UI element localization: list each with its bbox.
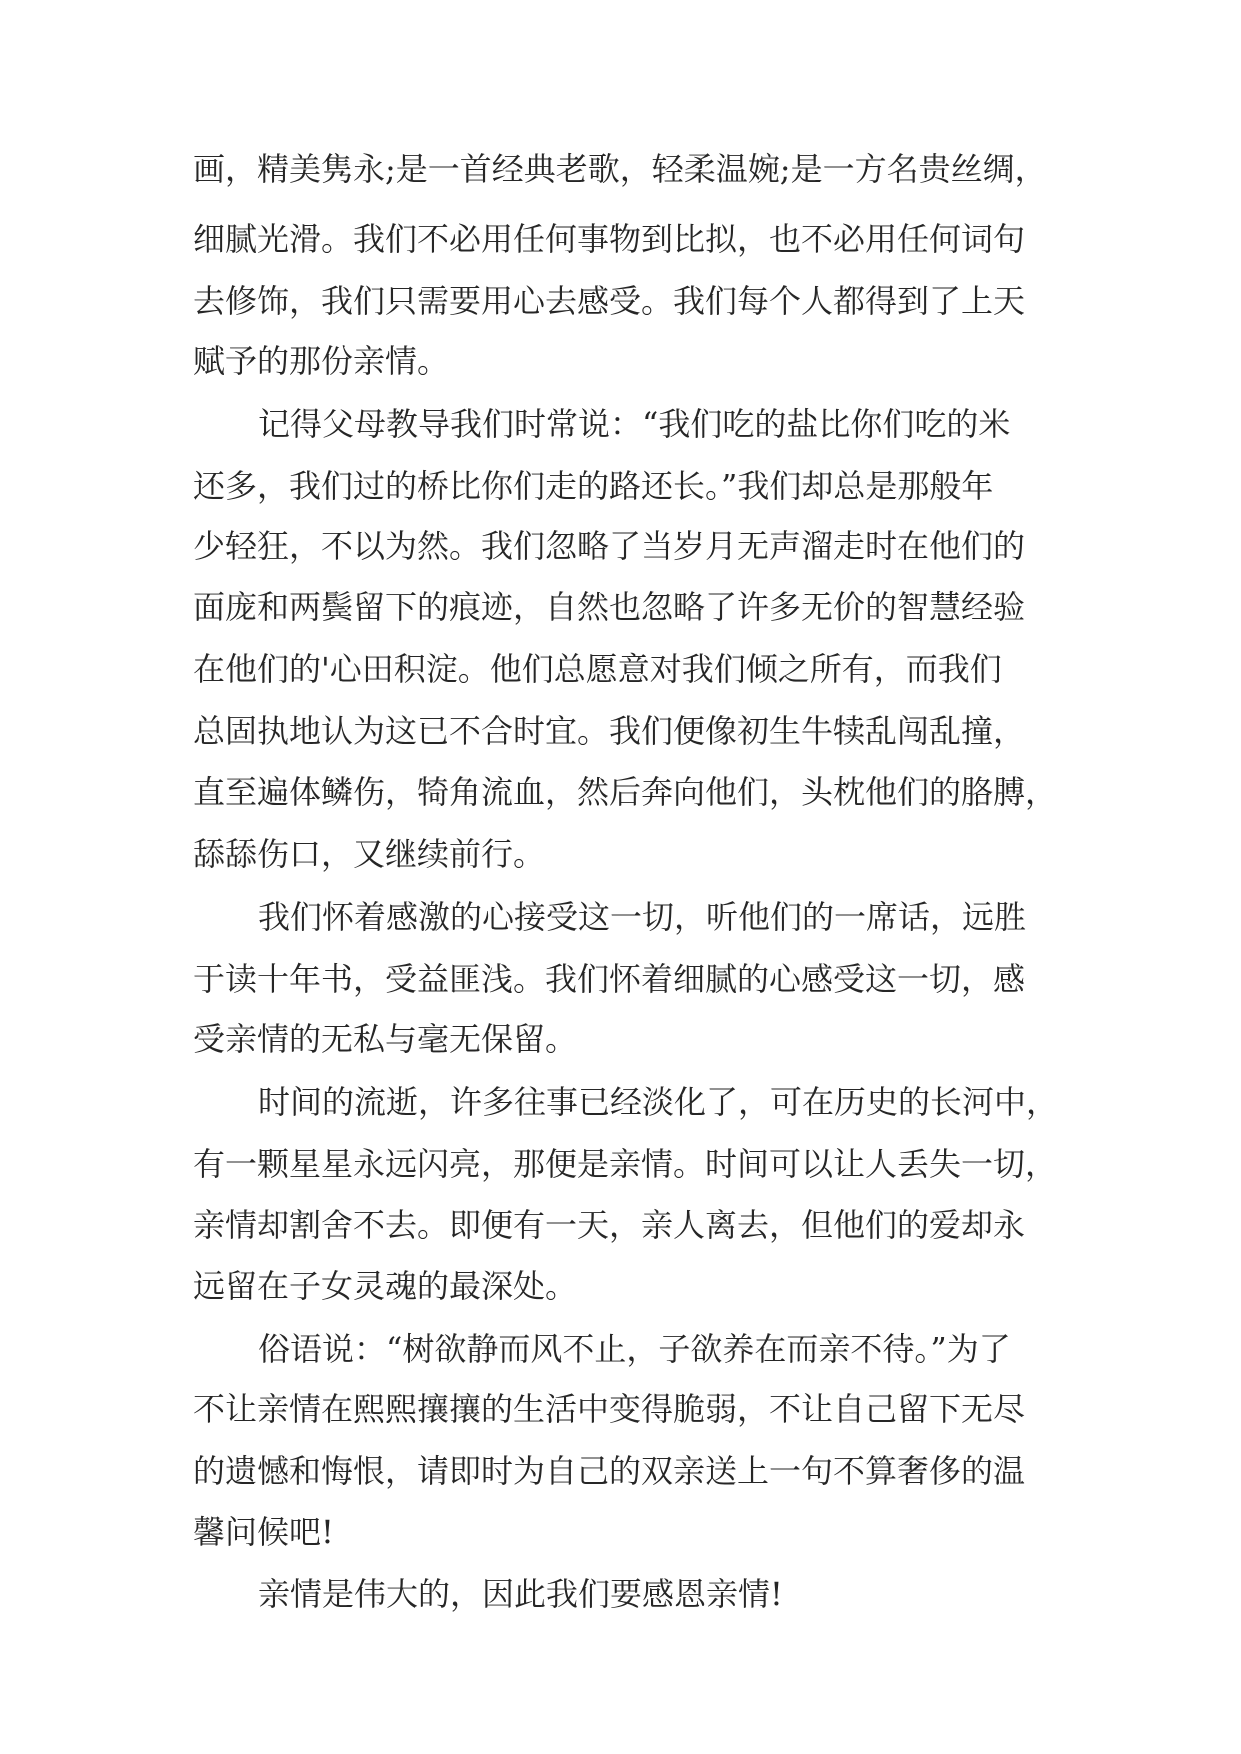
text-line: 舔舔伤口，又继续前行。: [193, 835, 546, 873]
text-line: 细腻光滑。我们不必用任何事物到比拟，也不必用任何词句: [193, 220, 1026, 258]
text-line: 我们怀着感激的心接受这一切，听他们的一席话，远胜: [258, 898, 1027, 936]
text-line: 亲情却割舍不去。即便有一天，亲人离去，但他们的爱却永: [193, 1206, 1026, 1244]
text-line: 总固执地认为这已不合时宜。我们便像初生牛犊乱闯乱撞，: [193, 712, 1026, 750]
text-line: 时间的流逝，许多往事已经淡化了，可在历史的长河中，: [258, 1083, 1059, 1121]
text-line: 面庞和两鬓留下的痕迹，自然也忽略了许多无价的智慧经验: [193, 588, 1026, 626]
text-line: 不让亲情在熙熙攘攘的生活中变得脆弱，不让自己留下无尽: [193, 1390, 1026, 1428]
text-line: 少轻狂，不以为然。我们忽略了当岁月无声溜走时在他们的: [193, 527, 1026, 565]
text-line: 于读十年书，受益匪浅。我们怀着细腻的心感受这一切，感: [193, 960, 1026, 998]
text-line: 亲情是伟大的，因此我们要感恩亲情!: [258, 1575, 783, 1613]
text-line: 馨问候吧!: [193, 1513, 334, 1551]
text-line: 的遗憾和悔恨，请即时为自己的双亲送上一句不算奢侈的温: [193, 1452, 1026, 1490]
text-line: 在他们的'心田积淀。他们总愿意对我们倾之所有，而我们: [193, 650, 1002, 688]
text-line: 俗语说：“树欲静而风不止，子欲养在而亲不待。”为了: [258, 1330, 1011, 1368]
text-line: 受亲情的无私与毫无保留。: [193, 1020, 578, 1058]
text-line: 直至遍体鳞伤，犄角流血，然后奔向他们，头枕他们的胳膊，: [193, 773, 1058, 811]
text-line: 画，精美隽永;是一首经典老歌，轻柔温婉;是一方名贵丝绸，: [193, 150, 1047, 188]
text-line: 还多，我们过的桥比你们走的路还长。”我们却总是那般年: [193, 467, 994, 505]
text-line: 记得父母教导我们时常说：“我们吃的盐比你们吃的米: [258, 405, 1011, 443]
text-line: 赋予的那份亲情。: [193, 342, 450, 380]
text-line: 远留在子女灵魂的最深处。: [193, 1267, 578, 1305]
text-line: 去修饰，我们只需要用心去感受。我们每个人都得到了上天: [193, 282, 1026, 320]
text-line: 有一颗星星永远闪亮，那便是亲情。时间可以让人丢失一切，: [193, 1145, 1058, 1183]
